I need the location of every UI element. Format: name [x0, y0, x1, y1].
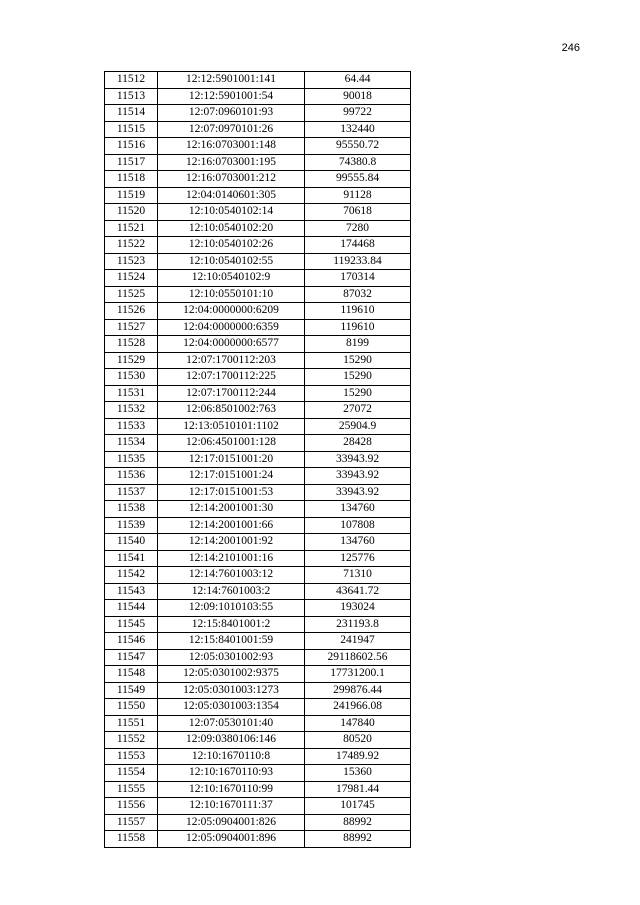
table-row: [105, 369, 411, 386]
value-cell: 241947: [305, 633, 411, 650]
row-number-cell: 11531: [105, 385, 158, 402]
value-cell: 64.44: [305, 72, 411, 89]
cadastral-number-cell: 12:06:8501002:763: [158, 402, 305, 419]
table-row: [105, 385, 411, 402]
row-number-cell: 11529: [105, 352, 158, 369]
row-number-cell: 11550: [105, 699, 158, 716]
row-number-cell: 11540: [105, 534, 158, 551]
cadastral-number-cell: 12:10:1670110:93: [158, 765, 305, 782]
cadastral-number-cell: 12:07:0960101:93: [158, 105, 305, 122]
value-cell: 33943.92: [305, 484, 411, 501]
value-cell: 25904.9: [305, 418, 411, 435]
cadastral-number-cell: 12:14:7601003:12: [158, 567, 305, 584]
cadastral-number-cell: 12:07:0530101:40: [158, 715, 305, 732]
cadastral-number-cell: 12:05:0301003:1273: [158, 682, 305, 699]
value-cell: 17981.44: [305, 781, 411, 798]
cadastral-number-cell: 12:14:2001001:30: [158, 501, 305, 518]
cadastral-number-cell: 12:13:0510101:1102: [158, 418, 305, 435]
cadastral-number-cell: 12:12:5901001:141: [158, 72, 305, 89]
row-number-cell: 11520: [105, 204, 158, 221]
cadastral-number-cell: 12:15:8401001:59: [158, 633, 305, 650]
value-cell: 134760: [305, 501, 411, 518]
value-cell: 15290: [305, 352, 411, 369]
row-number-cell: 11556: [105, 798, 158, 815]
cadastral-number-cell: 12:10:1670110:99: [158, 781, 305, 798]
row-number-cell: 11522: [105, 237, 158, 254]
table-row: [105, 270, 411, 287]
row-number-cell: 11538: [105, 501, 158, 518]
value-cell: 241966.08: [305, 699, 411, 716]
table-body: [105, 72, 411, 848]
cadastral-number-cell: 12:05:0301002:93: [158, 649, 305, 666]
cadastral-number-cell: 12:14:2101001:16: [158, 550, 305, 567]
value-cell: 88992: [305, 814, 411, 831]
table-row: [105, 253, 411, 270]
row-number-cell: 11557: [105, 814, 158, 831]
cadastral-number-cell: 12:17:0151001:20: [158, 451, 305, 468]
value-cell: 90018: [305, 88, 411, 105]
value-cell: 28428: [305, 435, 411, 452]
cadastral-number-cell: 12:05:0301003:1354: [158, 699, 305, 716]
row-number-cell: 11521: [105, 220, 158, 237]
row-number-cell: 11535: [105, 451, 158, 468]
value-cell: 88992: [305, 831, 411, 848]
value-cell: 134760: [305, 534, 411, 551]
value-cell: 101745: [305, 798, 411, 815]
table-row: [105, 303, 411, 320]
row-number-cell: 11523: [105, 253, 158, 270]
value-cell: 125776: [305, 550, 411, 567]
table-row: [105, 501, 411, 518]
table-row: [105, 435, 411, 452]
row-number-cell: 11512: [105, 72, 158, 89]
table-row: [105, 187, 411, 204]
value-cell: 91128: [305, 187, 411, 204]
row-number-cell: 11533: [105, 418, 158, 435]
table-row: [105, 517, 411, 534]
value-cell: 17489.92: [305, 748, 411, 765]
row-number-cell: 11537: [105, 484, 158, 501]
row-number-cell: 11546: [105, 633, 158, 650]
value-cell: 193024: [305, 600, 411, 617]
row-number-cell: 11542: [105, 567, 158, 584]
value-cell: 87032: [305, 286, 411, 303]
table-row: [105, 666, 411, 683]
row-number-cell: 11516: [105, 138, 158, 155]
row-number-cell: 11545: [105, 616, 158, 633]
value-cell: 107808: [305, 517, 411, 534]
cadastral-number-cell: 12:10:0540102:9: [158, 270, 305, 287]
table-row: [105, 732, 411, 749]
cadastral-number-cell: 12:07:1700112:203: [158, 352, 305, 369]
row-number-cell: 11530: [105, 369, 158, 386]
table-row: [105, 171, 411, 188]
table-row: [105, 88, 411, 105]
value-cell: 33943.92: [305, 451, 411, 468]
table-row: [105, 748, 411, 765]
table-row: [105, 336, 411, 353]
row-number-cell: 11524: [105, 270, 158, 287]
value-cell: 29118602.56: [305, 649, 411, 666]
value-cell: 15360: [305, 765, 411, 782]
table-row: [105, 154, 411, 171]
table-row: [105, 121, 411, 138]
value-cell: 71310: [305, 567, 411, 584]
table-row: [105, 699, 411, 716]
table-row: [105, 286, 411, 303]
value-cell: 147840: [305, 715, 411, 732]
cadastral-number-cell: 12:04:0000000:6359: [158, 319, 305, 336]
value-cell: 132440: [305, 121, 411, 138]
row-number-cell: 11527: [105, 319, 158, 336]
cadastral-number-cell: 12:10:0540102:55: [158, 253, 305, 270]
row-number-cell: 11515: [105, 121, 158, 138]
cadastral-number-cell: 12:10:1670111:37: [158, 798, 305, 815]
row-number-cell: 11552: [105, 732, 158, 749]
table-row: [105, 633, 411, 650]
table-row: [105, 237, 411, 254]
cadastral-number-cell: 12:07:0970101:26: [158, 121, 305, 138]
row-number-cell: 11519: [105, 187, 158, 204]
table-row: [105, 402, 411, 419]
row-number-cell: 11517: [105, 154, 158, 171]
cadastral-number-cell: 12:16:0703001:195: [158, 154, 305, 171]
row-number-cell: 11536: [105, 468, 158, 485]
row-number-cell: 11554: [105, 765, 158, 782]
value-cell: 170314: [305, 270, 411, 287]
table-row: [105, 781, 411, 798]
value-cell: 99722: [305, 105, 411, 122]
value-cell: 174468: [305, 237, 411, 254]
row-number-cell: 11553: [105, 748, 158, 765]
value-cell: 43641.72: [305, 583, 411, 600]
value-cell: 95550.72: [305, 138, 411, 155]
cadastral-number-cell: 12:14:2001001:92: [158, 534, 305, 551]
value-cell: 33943.92: [305, 468, 411, 485]
cadastral-number-cell: 12:10:1670110:8: [158, 748, 305, 765]
value-cell: 299876.44: [305, 682, 411, 699]
cadastral-number-cell: 12:16:0703001:148: [158, 138, 305, 155]
value-cell: 80520: [305, 732, 411, 749]
cadastral-number-cell: 12:17:0151001:24: [158, 468, 305, 485]
table-row: [105, 418, 411, 435]
table-row: [105, 550, 411, 567]
row-number-cell: 11558: [105, 831, 158, 848]
cadastral-number-cell: 12:14:7601003:2: [158, 583, 305, 600]
table-row: [105, 451, 411, 468]
table-row: [105, 534, 411, 551]
cadastral-number-cell: 12:04:0000000:6209: [158, 303, 305, 320]
value-cell: 119233.84: [305, 253, 411, 270]
value-cell: 231193.8: [305, 616, 411, 633]
value-cell: 15290: [305, 369, 411, 386]
cadastral-number-cell: 12:04:0140601:305: [158, 187, 305, 204]
cadastral-number-cell: 12:07:1700112:225: [158, 369, 305, 386]
page-number: 246: [561, 42, 580, 54]
row-number-cell: 11547: [105, 649, 158, 666]
value-cell: 119610: [305, 303, 411, 320]
row-number-cell: 11548: [105, 666, 158, 683]
table-row: [105, 814, 411, 831]
table-row: [105, 204, 411, 221]
cadastral-number-cell: 12:10:0550101:10: [158, 286, 305, 303]
cadastral-number-cell: 12:05:0904001:826: [158, 814, 305, 831]
table-row: [105, 220, 411, 237]
cadastral-number-cell: 12:10:0540102:20: [158, 220, 305, 237]
cadastral-number-cell: 12:12:5901001:54: [158, 88, 305, 105]
table-row: [105, 138, 411, 155]
cadastral-number-cell: 12:09:0380106:146: [158, 732, 305, 749]
cadastral-number-cell: 12:15:8401001:2: [158, 616, 305, 633]
cadastral-number-cell: 12:10:0540102:14: [158, 204, 305, 221]
cadastral-number-cell: 12:05:0301002:9375: [158, 666, 305, 683]
table-row: [105, 319, 411, 336]
table-row: [105, 583, 411, 600]
row-number-cell: 11525: [105, 286, 158, 303]
table-row: [105, 616, 411, 633]
row-number-cell: 11528: [105, 336, 158, 353]
cadastral-number-cell: 12:10:0540102:26: [158, 237, 305, 254]
table-row: [105, 831, 411, 848]
cadastral-number-cell: 12:14:2001001:66: [158, 517, 305, 534]
row-number-cell: 11526: [105, 303, 158, 320]
cadastral-number-cell: 12:06:4501001:128: [158, 435, 305, 452]
table-row: [105, 715, 411, 732]
row-number-cell: 11543: [105, 583, 158, 600]
value-cell: 119610: [305, 319, 411, 336]
row-number-cell: 11513: [105, 88, 158, 105]
row-number-cell: 11544: [105, 600, 158, 617]
value-cell: 99555.84: [305, 171, 411, 188]
row-number-cell: 11534: [105, 435, 158, 452]
cadastral-value-table: [104, 71, 411, 848]
row-number-cell: 11539: [105, 517, 158, 534]
table-row: [105, 798, 411, 815]
table-row: [105, 649, 411, 666]
value-cell: 7280: [305, 220, 411, 237]
value-cell: 27072: [305, 402, 411, 419]
row-number-cell: 11541: [105, 550, 158, 567]
row-number-cell: 11532: [105, 402, 158, 419]
table-row: [105, 352, 411, 369]
row-number-cell: 11549: [105, 682, 158, 699]
cadastral-number-cell: 12:16:0703001:212: [158, 171, 305, 188]
table-row: [105, 72, 411, 89]
row-number-cell: 11518: [105, 171, 158, 188]
table-row: [105, 484, 411, 501]
value-cell: 15290: [305, 385, 411, 402]
cadastral-number-cell: 12:09:1010103:55: [158, 600, 305, 617]
value-cell: 70618: [305, 204, 411, 221]
table-row: [105, 567, 411, 584]
value-cell: 8199: [305, 336, 411, 353]
cadastral-number-cell: 12:07:1700112:244: [158, 385, 305, 402]
table-row: [105, 765, 411, 782]
row-number-cell: 11551: [105, 715, 158, 732]
cadastral-number-cell: 12:17:0151001:53: [158, 484, 305, 501]
row-number-cell: 11514: [105, 105, 158, 122]
cadastral-number-cell: 12:05:0904001:896: [158, 831, 305, 848]
table-row: [105, 105, 411, 122]
table-row: [105, 682, 411, 699]
row-number-cell: 11555: [105, 781, 158, 798]
cadastral-number-cell: 12:04:0000000:6577: [158, 336, 305, 353]
value-cell: 17731200.1: [305, 666, 411, 683]
table-row: [105, 600, 411, 617]
table-row: [105, 468, 411, 485]
value-cell: 74380.8: [305, 154, 411, 171]
